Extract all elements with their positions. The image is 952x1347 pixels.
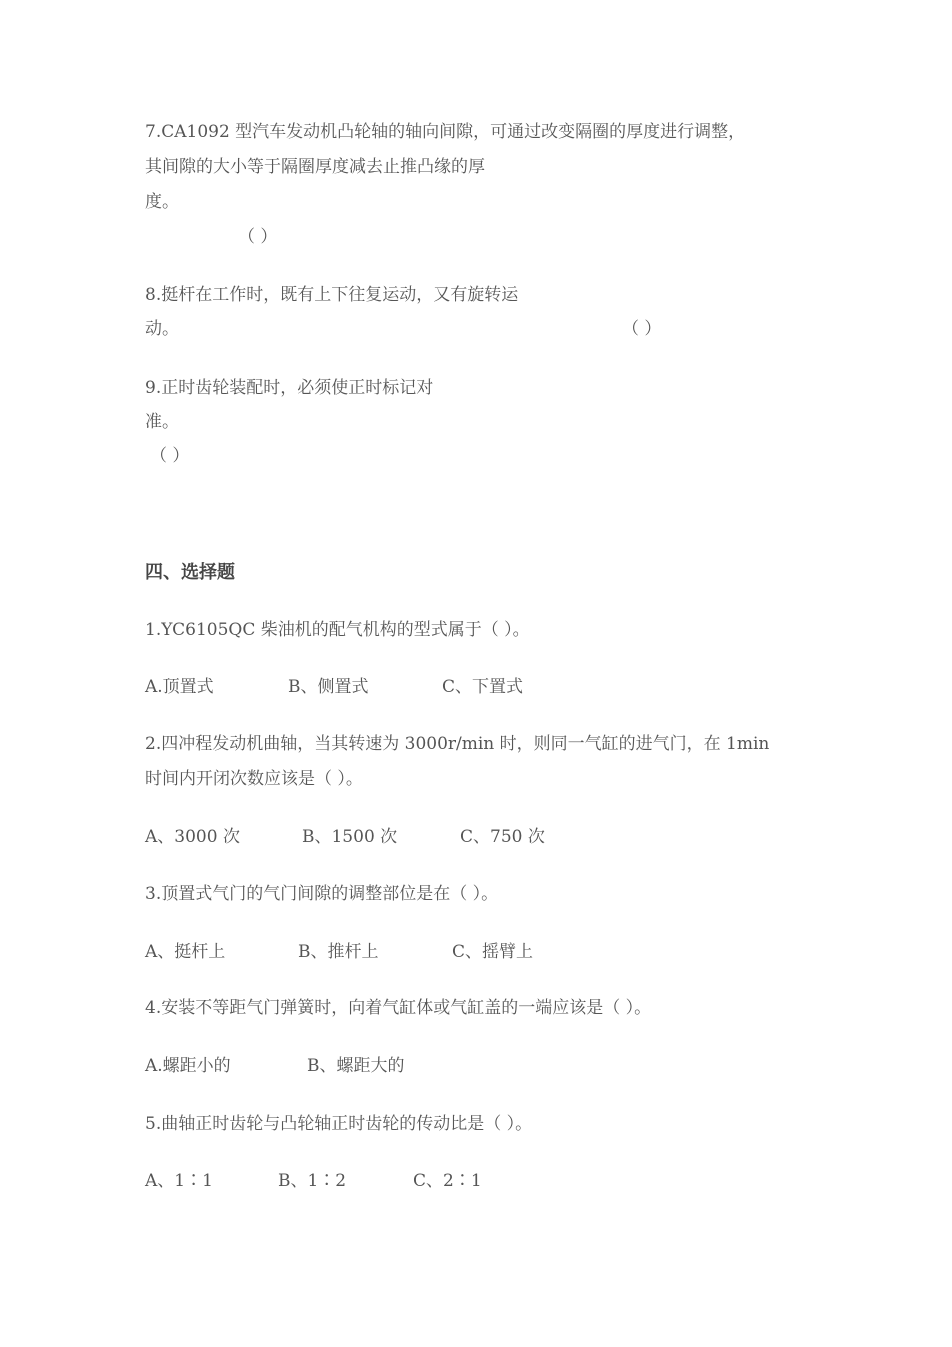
mc-question-4-option-a: A.螺距小的 — [145, 1056, 231, 1076]
mc-question-3: 3.顶置式气门的气门间隙的调整部位是在（ ）。 — [145, 884, 499, 904]
section-title: 四、选择题 — [145, 562, 235, 583]
mc-question-1-option-c: C、下置式 — [442, 677, 524, 697]
tf-question-9-answer-blank: （ ） — [150, 446, 190, 466]
mc-question-2-option-b: B、1500 次 — [302, 827, 398, 847]
tf-question-8-answer-blank: （ ） — [622, 319, 662, 339]
mc-question-1-option-a: A.顶置式 — [145, 677, 214, 697]
mc-question-4-option-b: B、螺距大的 — [307, 1056, 405, 1076]
mc-question-5-options — [145, 1169, 482, 1193]
mc-question-1-option-b: B、侧置式 — [288, 677, 369, 697]
mc-question-5: 5.曲轴正时齿轮与凸轮轴正时齿轮的传动比是（ ）。 — [145, 1114, 533, 1134]
tf-question-7-line-1: 7.CA1092 型汽车发动机凸轮轴的轴向间隙，可通过改变隔圈的厚度进行调整， — [145, 122, 746, 142]
tf-question-8-line-2: 动。 — [145, 319, 179, 339]
mc-question-4-options — [145, 1054, 405, 1078]
mc-question-3-option-a: A、挺杆上 — [145, 942, 226, 962]
mc-question-3-option-c: C、摇臂上 — [452, 942, 534, 962]
tf-question-9-line-1: 9.正时齿轮装配时，必须使正时标记对 — [145, 378, 434, 398]
mc-question-5-option-c: C、2∶1 — [413, 1171, 482, 1191]
mc-question-5-option-b: B、1∶2 — [278, 1171, 347, 1191]
mc-question-2-option-a: A、3000 次 — [145, 827, 240, 847]
tf-question-7-line-2: 其间隙的大小等于隔圈厚度减去止推凸缘的厚 — [145, 157, 485, 177]
tf-question-7-answer-blank: （ ） — [238, 227, 278, 247]
mc-question-1-options — [145, 675, 523, 699]
mc-question-2-line-2: 时间内开闭次数应该是（ ）。 — [145, 769, 363, 789]
tf-question-9-line-2: 准。 — [145, 412, 179, 432]
mc-question-4: 4.安装不等距气门弹簧时，向着气缸体或气缸盖的一端应该是（ ）。 — [145, 998, 652, 1018]
mc-question-2-option-c: C、750 次 — [460, 827, 545, 847]
tf-question-7-line-3: 度。 — [145, 192, 179, 212]
mc-question-3-options — [145, 940, 533, 964]
mc-question-2-line-1: 2.四冲程发动机曲轴，当其转速为 3000r/min 时，则同一气缸的进气门，在 1min — [145, 734, 770, 754]
mc-question-5-option-a: A、1∶1 — [145, 1171, 213, 1191]
mc-question-1: 1.YC6105QC 柴油机的配气机构的型式属于（ ）。 — [145, 620, 530, 640]
tf-question-8-line-1: 8.挺杆在工作时，既有上下往复运动，又有旋转运 — [145, 285, 519, 305]
mc-question-2-options — [145, 825, 545, 849]
mc-question-3-option-b: B、推杆上 — [298, 942, 379, 962]
